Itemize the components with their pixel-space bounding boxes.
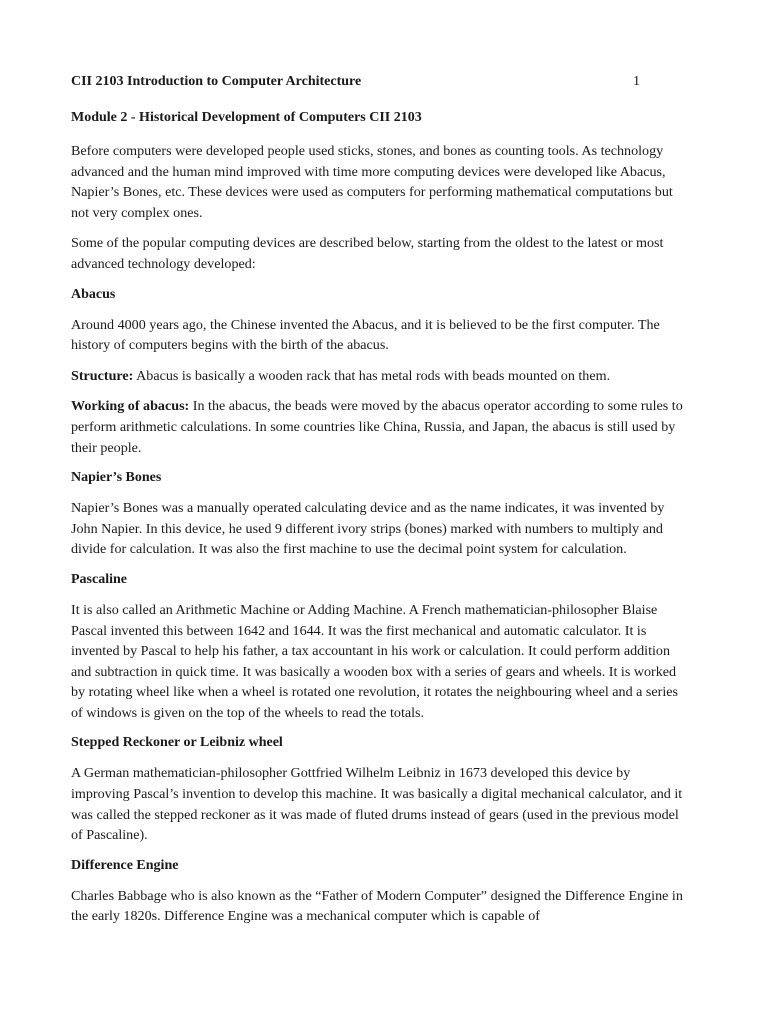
leibniz-paragraph: A German mathematician-philosopher Gottfried Wilhelm Leibniz in 1673 developed this device by improving Pascal’s invention to develop this machine. It was basically a digital mechanical calculator, and it was called the stepped reckoner as it was made of fluted drums instead of gears (used in the previous model of Pascaline). [71,765,683,844]
intro-paragraph-2: Some of the popular computing devices are described below, starting from the oldest to the latest or most advanced technology developed: [71,235,664,272]
course-title: CII 2103 Introduction to Computer Architecture [71,74,362,89]
page-content [71,72,691,937]
module-title: Module 2 - Historical Development of Computers CII 2103 [71,110,422,125]
page-number: 1 [633,74,640,89]
intro-paragraph-1: Before computers were developed people used sticks, stones, and bones as counting tools. As technology advanced and the human mind improved with time more computing devices were developed like Abacus, Napier’s Bones, etc. These devices were used as computers for performing mathematical computations but not very complex ones. [71,143,673,221]
working-text: In the abacus, the beads were moved by the abacus operator according to some rules to perform arithmetic calculations. In some countries like China, Russia, and Japan, the abacus is still used by their people. [71,398,683,456]
abacus-paragraph: Around 4000 years ago, the Chinese invented the Abacus, and it is believed to be the first computer. The history of computers begins with the birth of the abacus. [71,316,660,354]
heading-difference-engine: Difference Engine [71,857,179,873]
structure-text: Abacus is basically a wooden rack that has metal rods with beads mounted on them. [133,367,611,384]
working-label: Working of abacus: [71,398,190,415]
napier-paragraph: Napier’s Bones was a manually operated calculating device and as the name indicates, it was invented by John Napier. In this device, he used 9 different ivory strips (bones) marked with numbers to multiply and divide for calculation. It was also the first machine to use the decimal point system for calculation. [71,500,665,558]
running-header [71,72,691,92]
heading-leibniz-wheel: Stepped Reckoner or Leibniz wheel [71,735,283,751]
abacus-working-paragraph [71,396,691,458]
pascaline-paragraph: It is also called an Arithmetic Machine or Adding Machine. A French mathematician-philosopher Blaise Pascal invented this between 1642 and 1644. It was the first mechanical and automatic calculator. It is invented by Pascal to help his father, a tax accountant in his work or calculation. It could perform addition and subtraction in quick time. It was basically a wooden box with a series of gears and wheels. It is worked by rotating wheel like when a wheel is rotated one revolution, it rotates the neighbouring wheel and a series of windows is given on the top of the wheels to read the totals. [71,601,679,721]
heading-napiers-bones: Napier’s Bones [71,470,162,486]
heading-abacus: Abacus [71,286,116,302]
structure-label: Structure: [71,367,134,384]
difference-engine-paragraph: Charles Babbage who is also known as the “Father of Modern Computer” designed the Difference Engine in the early 1820s. Difference Engine was a mechanical computer which is capable of [71,887,683,925]
heading-pascaline: Pascaline [71,571,127,587]
abacus-structure-paragraph [71,366,691,387]
